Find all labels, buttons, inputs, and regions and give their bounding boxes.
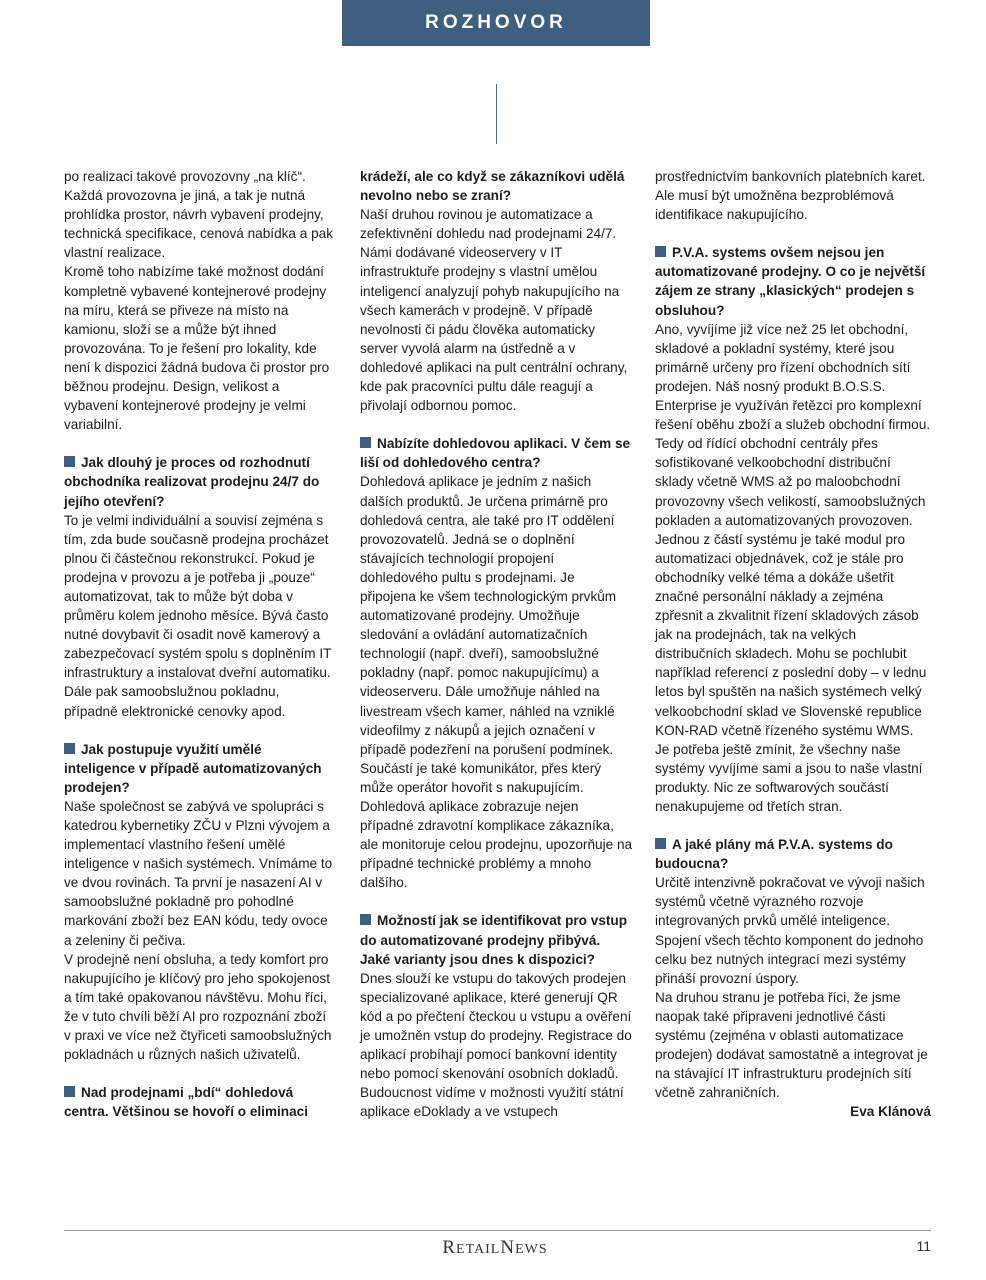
answer-paragraph-continued: prostřednictvím bankovních platebních karet. Ale musí být umožněna bezproblémová identifikace nakupujícího. — [655, 169, 926, 223]
square-bullet-icon — [64, 743, 75, 754]
magazine-logo — [420, 1237, 570, 1259]
author-name: Eva Klánová — [850, 1104, 931, 1120]
divider-line — [496, 84, 497, 144]
question-heading — [360, 434, 634, 472]
question-text: A jaké plány má P.V.A. systems do budoucna? — [655, 837, 893, 872]
question-heading — [360, 911, 634, 968]
answer-paragraph: Ano, vyvíjíme již více než 25 let obchodní, skladové a pokladní systémy, které jsou primárně určeny pro řízení obchodních sítí prodejen. Náš nosný produkt B.O.S.S. Enterprise je využíván řetězci pro komplexní řešení oběhu zboží a služeb obchodní firmou. Tedy od řídící obchodní centrály přes sofistikované velkoobchodní distribuční sklady včetně WMS až po maloobchodní provozovny všech velikostí, samoobslužných pokladen a automatizovaných provozoven. Jednou z částí systému je také modul pro automatizaci objednávek, což je stále pro obchodníky velké téma a dokáže ušetřit značné personální náklady a zejména zpřesnit a zkvalitnit řízení skladových zásob jak na prodejnách, tak na velkých distribučních skladech. Mohu se pochlubit například referencí z poslední doby – v lednu letos byl spuštěn na našich systémech velký velkoobchodní sklad ve Slovenské republice KON-RAD včetně řízeného systému WMS. Je potřeba ještě zmínit, že všechny naše systémy vyvíjíme sami a jsou to naše vlastní produkty. Nic ze softwarových součástí nenakupujeme od třetích stran. — [655, 321, 931, 814]
answer-paragraph: Dnes slouží ke vstupu do takových prodejen specializované aplikace, které generují QR kód a po přečtení čteckou u vstupu a ověření je umožněn vstup do prodejny. Registrace do aplikací probíhají pomocí bankovní identity nebo pomocí skenování osobních dokladů. Budoucnost vidíme v možnosti využití státní aplikace eDoklady a ve vstupech — [360, 970, 632, 1120]
page-number: 11 — [916, 1238, 931, 1254]
question-text: Možností jak se identifikovat pro vstup do automatizované prodejny přibývá. Jaké varianty jsou dnes k dispozici? — [360, 913, 628, 967]
logo-letter: R — [442, 1237, 457, 1258]
article-column-1 — [64, 167, 336, 1121]
footer-rule — [64, 1230, 931, 1231]
question-text: Nad prodejnami „bdí“ dohledová centra. Většinou se hovoří o eliminaci — [64, 1085, 309, 1120]
square-bullet-icon — [360, 914, 371, 925]
question-text: Jak dlouhý je proces od rozhodnutí obchodníka realizovat prodejnu 24/7 do jejího otevření? — [64, 455, 320, 509]
question-text: P.V.A. systems ovšem nejsou jen automatizované prodejny. O co je největší zájem ze strany „klasických“ prodejen s obsluhou? — [655, 245, 926, 318]
paragraph: Kromě toho nabízíme také možnost dodání kompletně vybavené kontejnerové prodejny na míru, která se přiveze na místo na kamionu, složí se a může být ihned provozována. To je řešení pro lokality, kde není k dispozici žádná budova či prostor pro běžnou prodejnu. Design, velikost a vybavení kontejnerové prodejny je velmi variabilní. — [64, 264, 330, 433]
logo-smallcaps: EWS — [515, 1242, 548, 1257]
question-text: Nabízíte dohledovou aplikaci. V čem se liší od dohledového centra? — [360, 436, 631, 471]
answer-paragraph: To je velmi individuální a souvisí zejména s tím, zda bude současně prodejna procházet plnou či částečnou rekonstrukcí. Pokud je prodejna v provozu a je potřeba ji „pouze“ automatizovat, tak to může být doba v průměru kolem jednoho měsíce. Bývá často nutné dovybavit či osadit nově kamerový a zabezpečovací systém spolu s doplněním IT infrastruktury a instalovat dveřní automatiku. Dále pak samoobslužnou pokladnu, případně elektronické cenovky apod. — [64, 512, 332, 719]
square-bullet-icon — [655, 838, 666, 849]
question-heading-continued: krádeží, ale co když se zákazníkovi udělá nevolno nebo se zraní? — [360, 169, 625, 204]
square-bullet-icon — [64, 1086, 75, 1097]
answer-paragraph: Dohledová aplikace je jedním z našich dalších produktů. Je určena primárně pro dohledová centra, ale také pro IT oddělení provozovatelů. Jedná se o doplnění stávajících technologií propojení dohledového pultu s prodejnami. Je připojena ke všem technologickým prvkům automatizované prodejny. Umožňuje sledování a ovládání automatizačních technologií (např. dveří), samoobslužné pokladny (např. pomoc nakupujícímu) a videoserveru. Dále umožňuje náhled na livestream všech kamer, náhled na vzniklé videofilmy z nákupů a jejich označení v případě podezření na porušení podmínek. Součástí je také komunikátor, přes který může operátor hovořit s nakupujícím. Dohledová aplikace zobrazuje nejen případné zdravotní komplikace zákazníka, ale monitoruje celou prodejnu, upozorňuje na případné technické problémy a mnoho dalšího. — [360, 474, 633, 891]
logo-smallcaps: ETAIL — [456, 1242, 501, 1257]
answer-paragraph: Naše společnost se zabývá ve spolupráci s katedrou kybernetiky ZČU v Plzni vývojem a implementací vlastního řešení umělé inteligence v našich systémech. Vnímáme to ve dvou rovinách. Ta první je nasazení AI v samoobslužné pokladně pro pohodlné markování zboží bez EAN kódu, tedy ovoce a zeleniny či pečiva. — [64, 798, 333, 948]
section-banner — [342, 0, 650, 46]
question-heading — [64, 740, 336, 797]
question-heading — [655, 243, 931, 319]
section-title: ROZHOVOR — [425, 12, 567, 33]
answer-paragraph: Naší druhou rovinou je automatizace a zefektivnění dohledu nad prodejnami 24/7. Námi dodávané videoservery v IT infrastruktuře prodejny s vlastní umělou inteligencí analyzují pohyb nakupujícího na všech kamerách v prodejně. V případě nevolnosti či pádu člověka automaticky server vyvolá alarm na ústředně a v dohledové aplikaci na pult centrální ochrany, kde pak pracovníci pultu dále reagují a přivolají odbornou pomoc. — [360, 207, 628, 414]
answer-paragraph: Určitě intenzivně pokračovat ve vývoji našich systémů včetně výrazného rozvoje integrovaných prvků umělé inteligence. Spojení všech těchto komponent do jednoho celku bez nutných integrací mezi systémy přináší provozní úspory. — [655, 875, 925, 986]
square-bullet-icon — [360, 437, 371, 448]
square-bullet-icon — [64, 456, 75, 467]
question-text: Jak postupuje využití umělé inteligence v případě automatizovaných prodejen? — [64, 741, 322, 795]
logo-letter: N — [500, 1237, 516, 1258]
question-heading — [64, 1083, 336, 1121]
paragraph: po realizaci takové provozovny „na klíč“. Každá provozovna je jiná, a tak je nutná prohlídka prostor, návrh vybavení prodejny, technická specifikace, cenová nabídka a pak vlastní realizace. — [64, 169, 334, 261]
question-heading — [655, 835, 931, 873]
answer-paragraph: Na druhou stranu je potřeba říci, že jsme naopak také připraveni jednotlivé části systému (zejména v oblasti automatizace prodejen) dodávat samostatně a integrovat je na stávající IT infrastrukturu prodejních sítí včetně zahraničních. — [655, 989, 928, 1101]
answer-paragraph: V prodejně není obsluha, a tedy komfort pro nakupujícího je klíčový pro jeho spokojenost a tím také opakovanou návštěvu. Mohu říci, že v tuto chvíli běží AI pro rozpoznání zboží v praxi ve více než čtyřiceti samoobslužných pokladnách u různých našich uživatelů. — [64, 951, 332, 1063]
square-bullet-icon — [655, 246, 666, 257]
article-column-3 — [655, 167, 931, 1122]
article-column-2 — [360, 167, 634, 1122]
question-heading — [64, 453, 336, 510]
